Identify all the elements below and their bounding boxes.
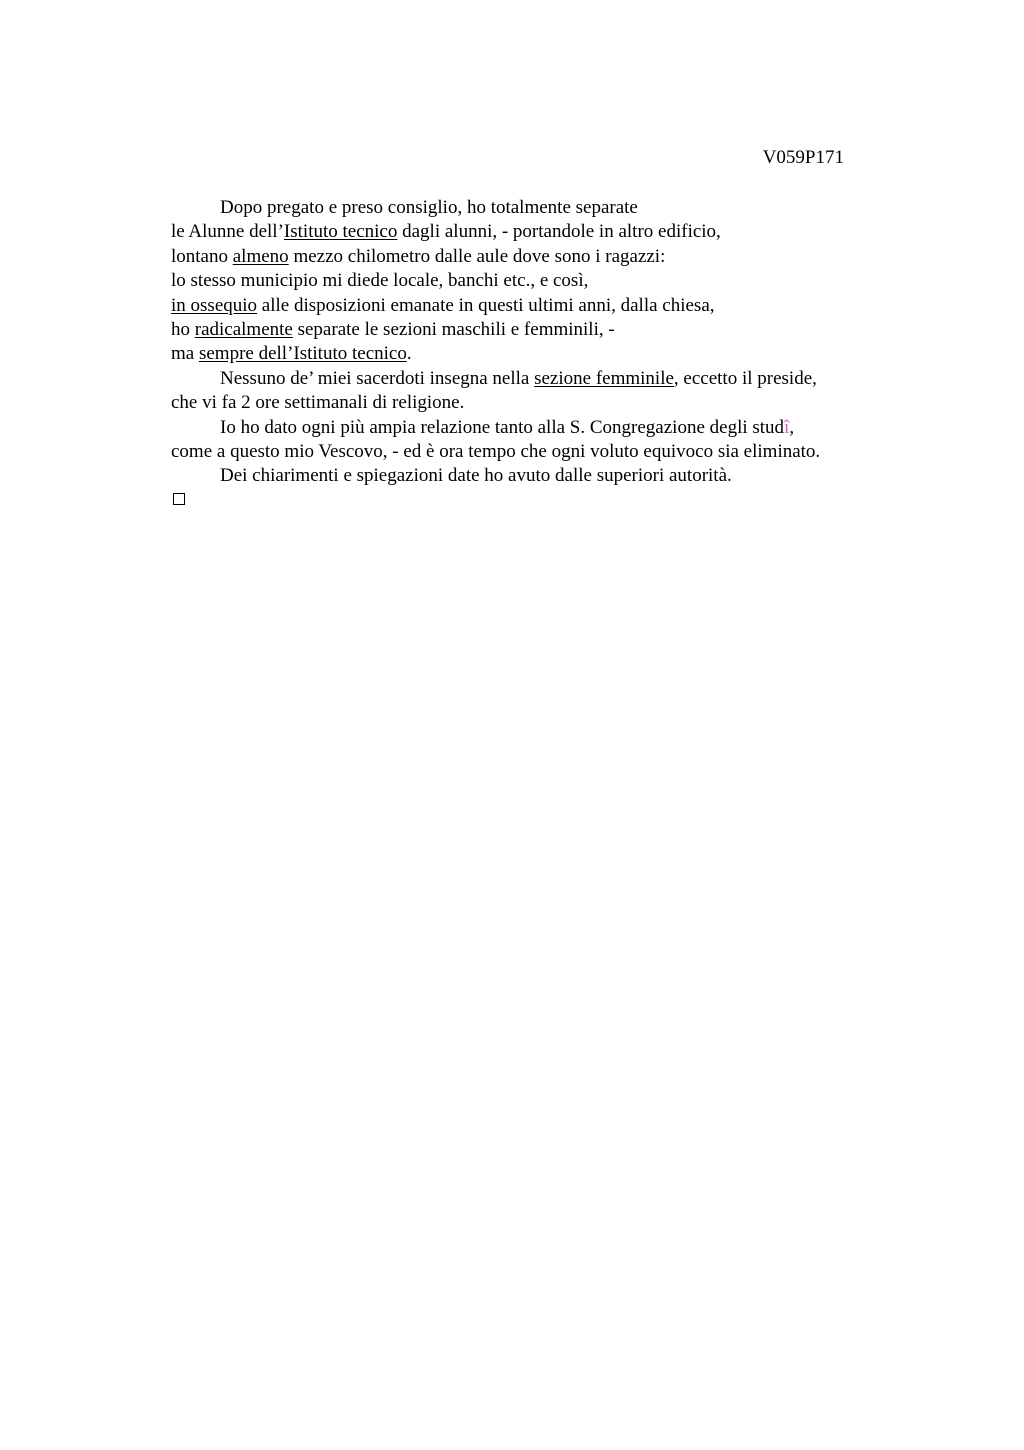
text-segment: separate le sezioni maschili e femminili, - bbox=[292, 319, 615, 341]
text-line bbox=[171, 294, 911, 318]
text-line bbox=[171, 196, 911, 220]
underlined-phrase: sezione femminile bbox=[534, 367, 674, 389]
underlined-phrase: radicalmente bbox=[194, 319, 293, 341]
text-line bbox=[171, 416, 911, 440]
text-line bbox=[171, 269, 911, 293]
text-segment: Io ho dato ogni più ampia relazione tanto alla S. Congregazione degli stud bbox=[220, 416, 785, 438]
text-segment: Dopo pregato e preso consiglio, ho totalmente separate bbox=[220, 197, 638, 218]
text-segment: , bbox=[789, 416, 795, 438]
text-line bbox=[171, 318, 911, 342]
text-segment: alle disposizioni emanate in questi ultimi anni, dalla chiesa, bbox=[257, 294, 715, 316]
correction-mark: î bbox=[784, 416, 790, 438]
underlined-phrase: sempre dell’Istituto tecnico bbox=[198, 343, 407, 365]
text-line bbox=[171, 220, 911, 244]
text-segment: dagli alunni, - portandole in altro edificio, bbox=[397, 221, 721, 243]
checkbox-square-icon[interactable] bbox=[173, 493, 185, 505]
text-line bbox=[171, 440, 911, 464]
underlined-phrase: in ossequio bbox=[171, 294, 258, 316]
text-segment: Dei chiarimenti e spiegazioni date ho avuto dalle superiori autorità. bbox=[220, 465, 732, 487]
text-line bbox=[171, 342, 911, 366]
text-segment: Nessuno de’ miei sacerdoti insegna nella bbox=[220, 367, 535, 389]
text-segment: come a questo mio Vescovo, - ed è ora tempo che ogni voluto equivoco sia eliminato. bbox=[171, 441, 821, 463]
text-segment: lo stesso municipio mi diede locale, banchi etc., e così, bbox=[171, 270, 589, 292]
text-segment: ma bbox=[171, 343, 199, 365]
text-line bbox=[171, 464, 911, 488]
text-line bbox=[171, 245, 911, 269]
text-segment: , eccetto il preside, bbox=[673, 367, 817, 389]
underlined-phrase: almeno bbox=[232, 245, 289, 267]
text-segment: che vi fa 2 ore settimanali di religione. bbox=[171, 392, 465, 414]
letter-body bbox=[171, 196, 911, 489]
text-segment: lontano bbox=[171, 245, 233, 267]
page-identifier: V059P171 bbox=[762, 147, 844, 168]
text-line bbox=[171, 391, 911, 415]
underlined-phrase: Istituto tecnico bbox=[283, 221, 398, 243]
text-segment: mezzo chilometro dalle aule dove sono i ragazzi: bbox=[288, 245, 666, 267]
text-segment: ho bbox=[171, 319, 195, 341]
text-segment: . bbox=[406, 343, 412, 365]
text-segment: le Alunne dell’ bbox=[171, 221, 284, 243]
text-line bbox=[171, 367, 911, 391]
